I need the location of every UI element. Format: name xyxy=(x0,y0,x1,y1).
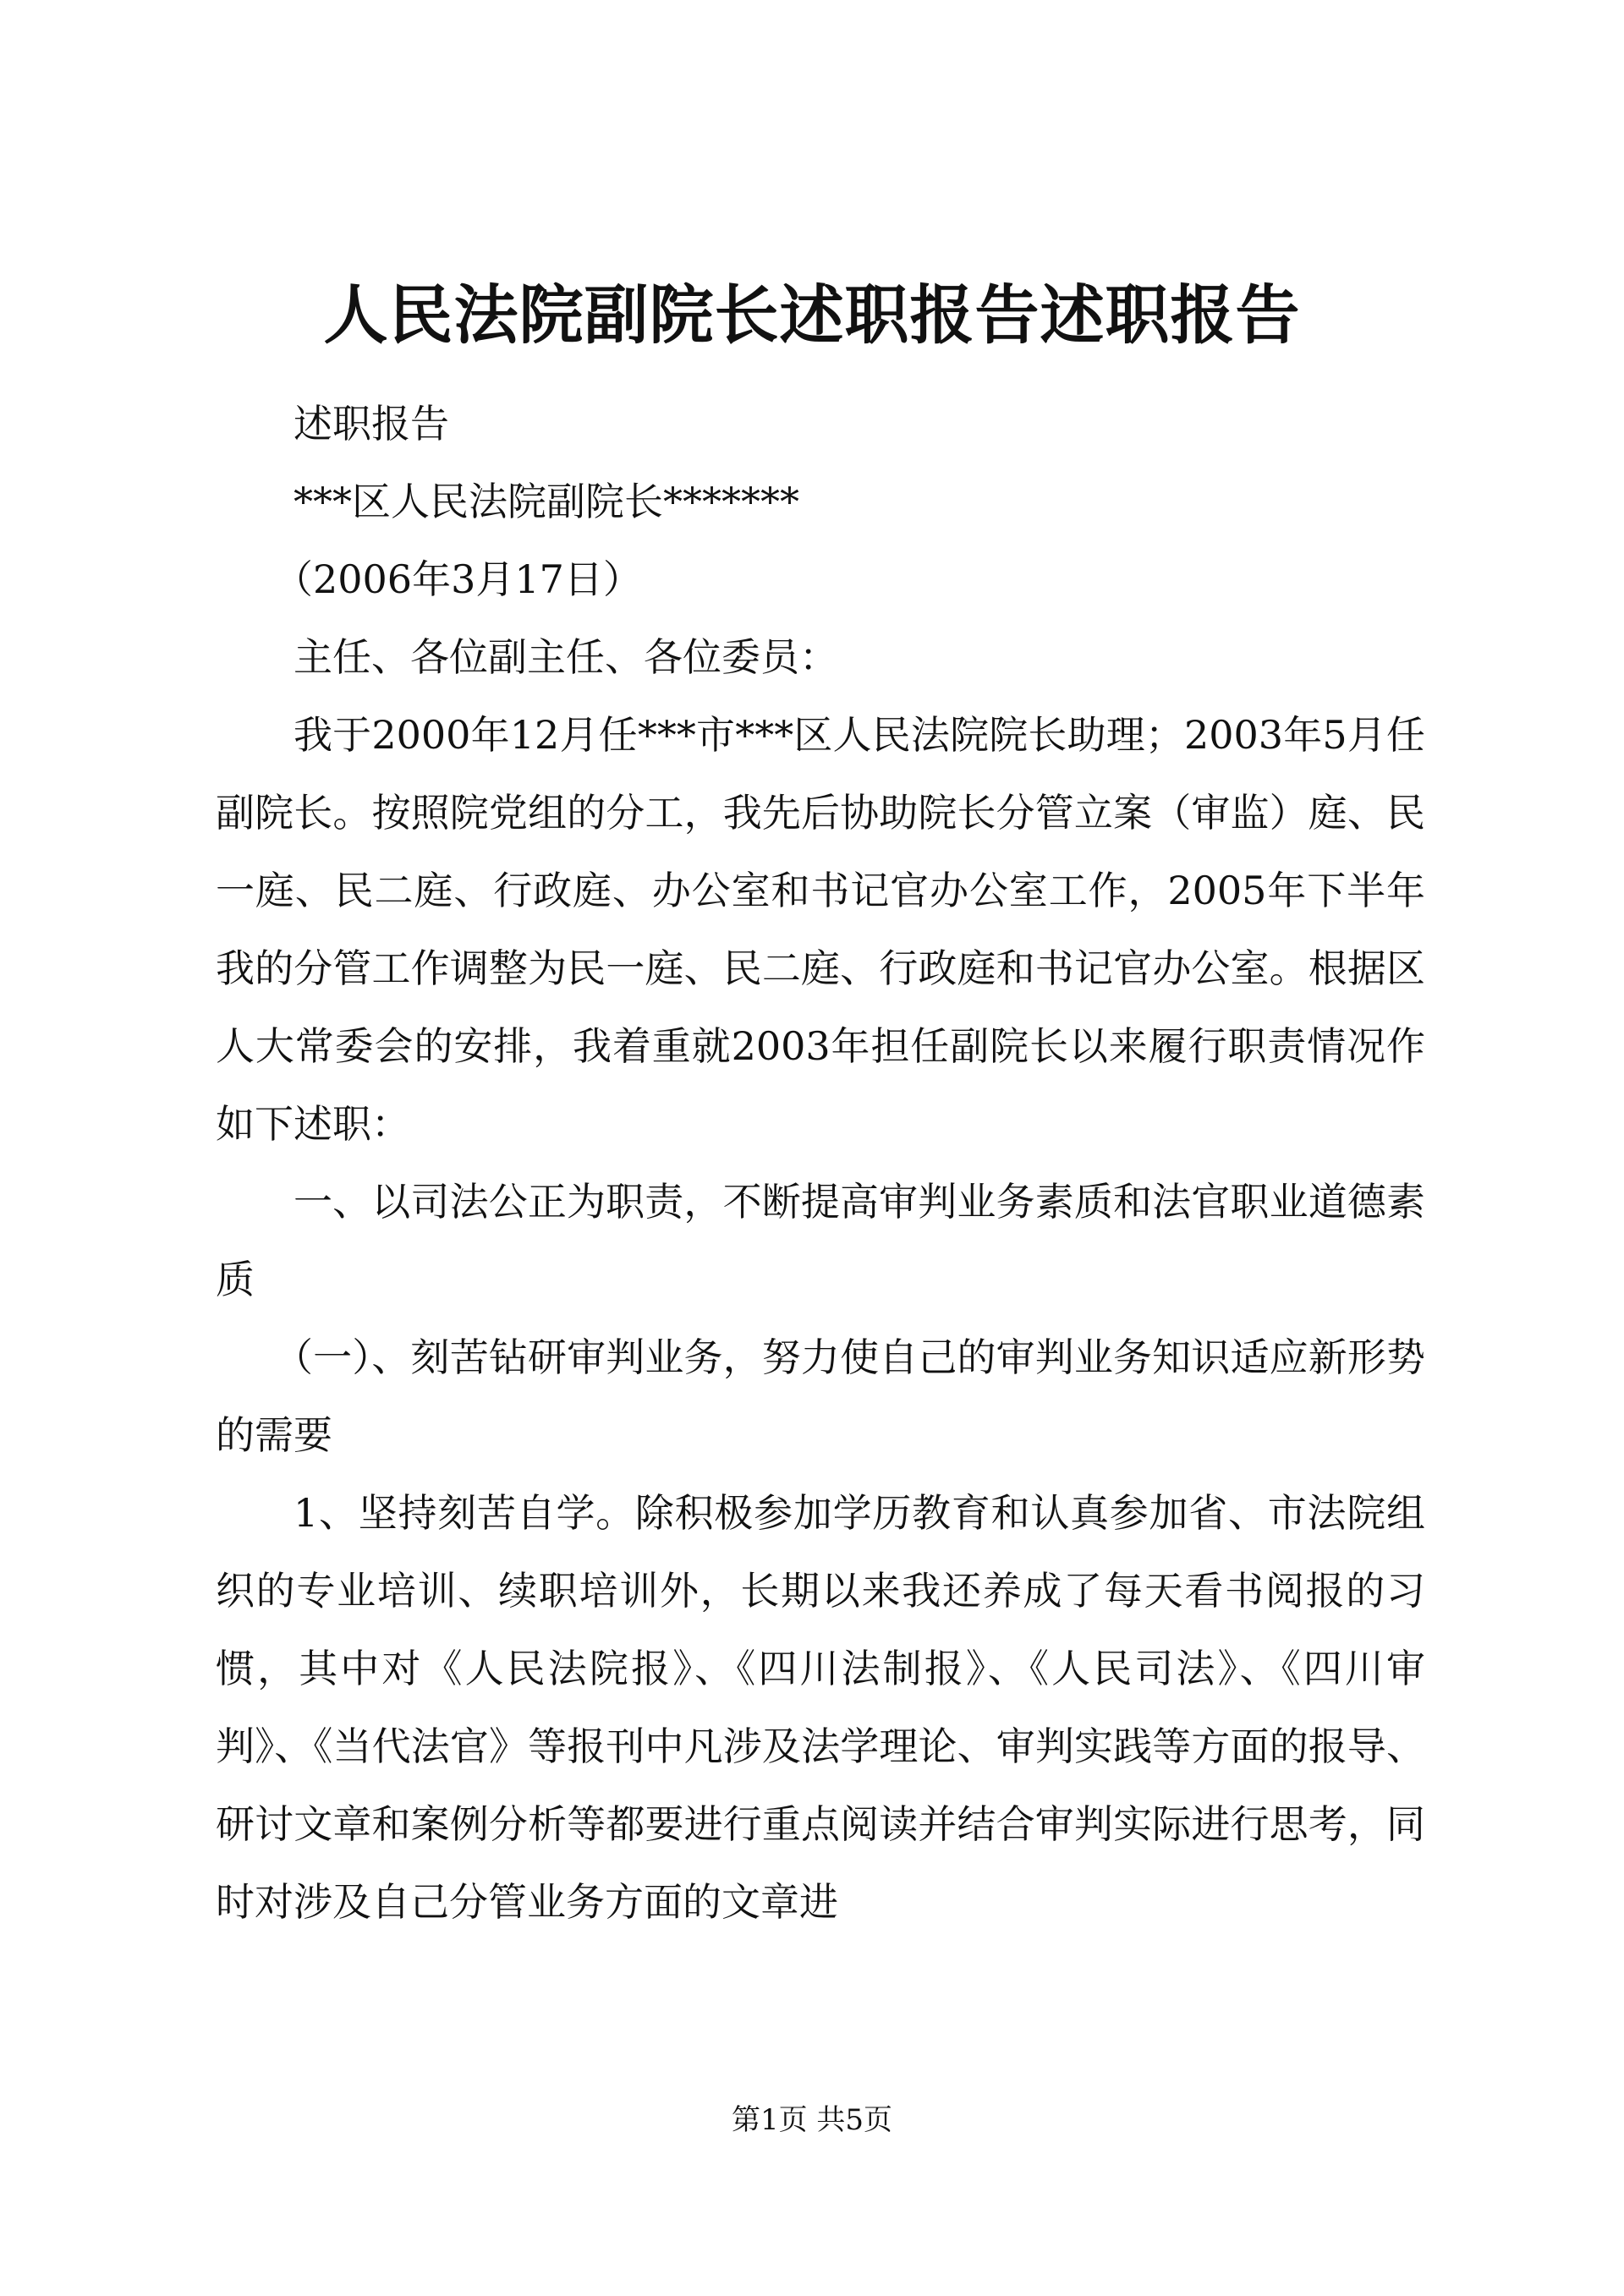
paragraph-heading: 述职报告 xyxy=(294,401,449,447)
document-body xyxy=(216,385,1425,1941)
paragraph-subsection-1: （一）、刻苦钻研审判业务，努力使自己的审判业务知识适应新形势的需要 xyxy=(216,1334,1425,1458)
paragraph-date: （2006年3月17日） xyxy=(274,556,642,602)
paragraph-section-1: 一、以司法公正为职责，不断提高审判业务素质和法官职业道德素质 xyxy=(216,1179,1425,1302)
paragraph-salutation: 主任、各位副主任、各位委员： xyxy=(294,634,838,680)
page-footer: 第1页 共5页 xyxy=(731,2103,893,2137)
document-title: 人民法院副院长述职报告述职报告 xyxy=(323,277,1301,353)
paragraph-item-1: 1、坚持刻苦自学。除积极参加学历教育和认真参加省、市法院组织的专业培训、续职培训外，长期以来我还养成了每天看书阅报的习惯，其中对《人民法院报》、《四川法制报》、《人民司法》、《四川审判》、《当代法官》等报刊中凡涉及法学理论、审判实践等方面的报导、研讨文章和案例分析等都要进行重点阅读并结合审判实际进行思考，同时对涉及自己分管业务方面的文章进 xyxy=(216,1490,1425,1925)
paragraph-author: ***区人民法院副院长******* xyxy=(294,479,799,524)
paragraph-intro: 我于2000年12月任***市***区人民法院院长助理；2003年5月任副院长。按照院党组的分工，我先后协助院长分管立案（审监）庭、民一庭、民二庭、行政庭、办公室和书记官办公室工作，2005年下半年我的分管工作调整为民一庭、民二庭、行政庭和书记官办公室。根据区人大常委会的安排，我着重就2003年担任副院长以来履行职责情况作如下述职： xyxy=(216,712,1425,1147)
